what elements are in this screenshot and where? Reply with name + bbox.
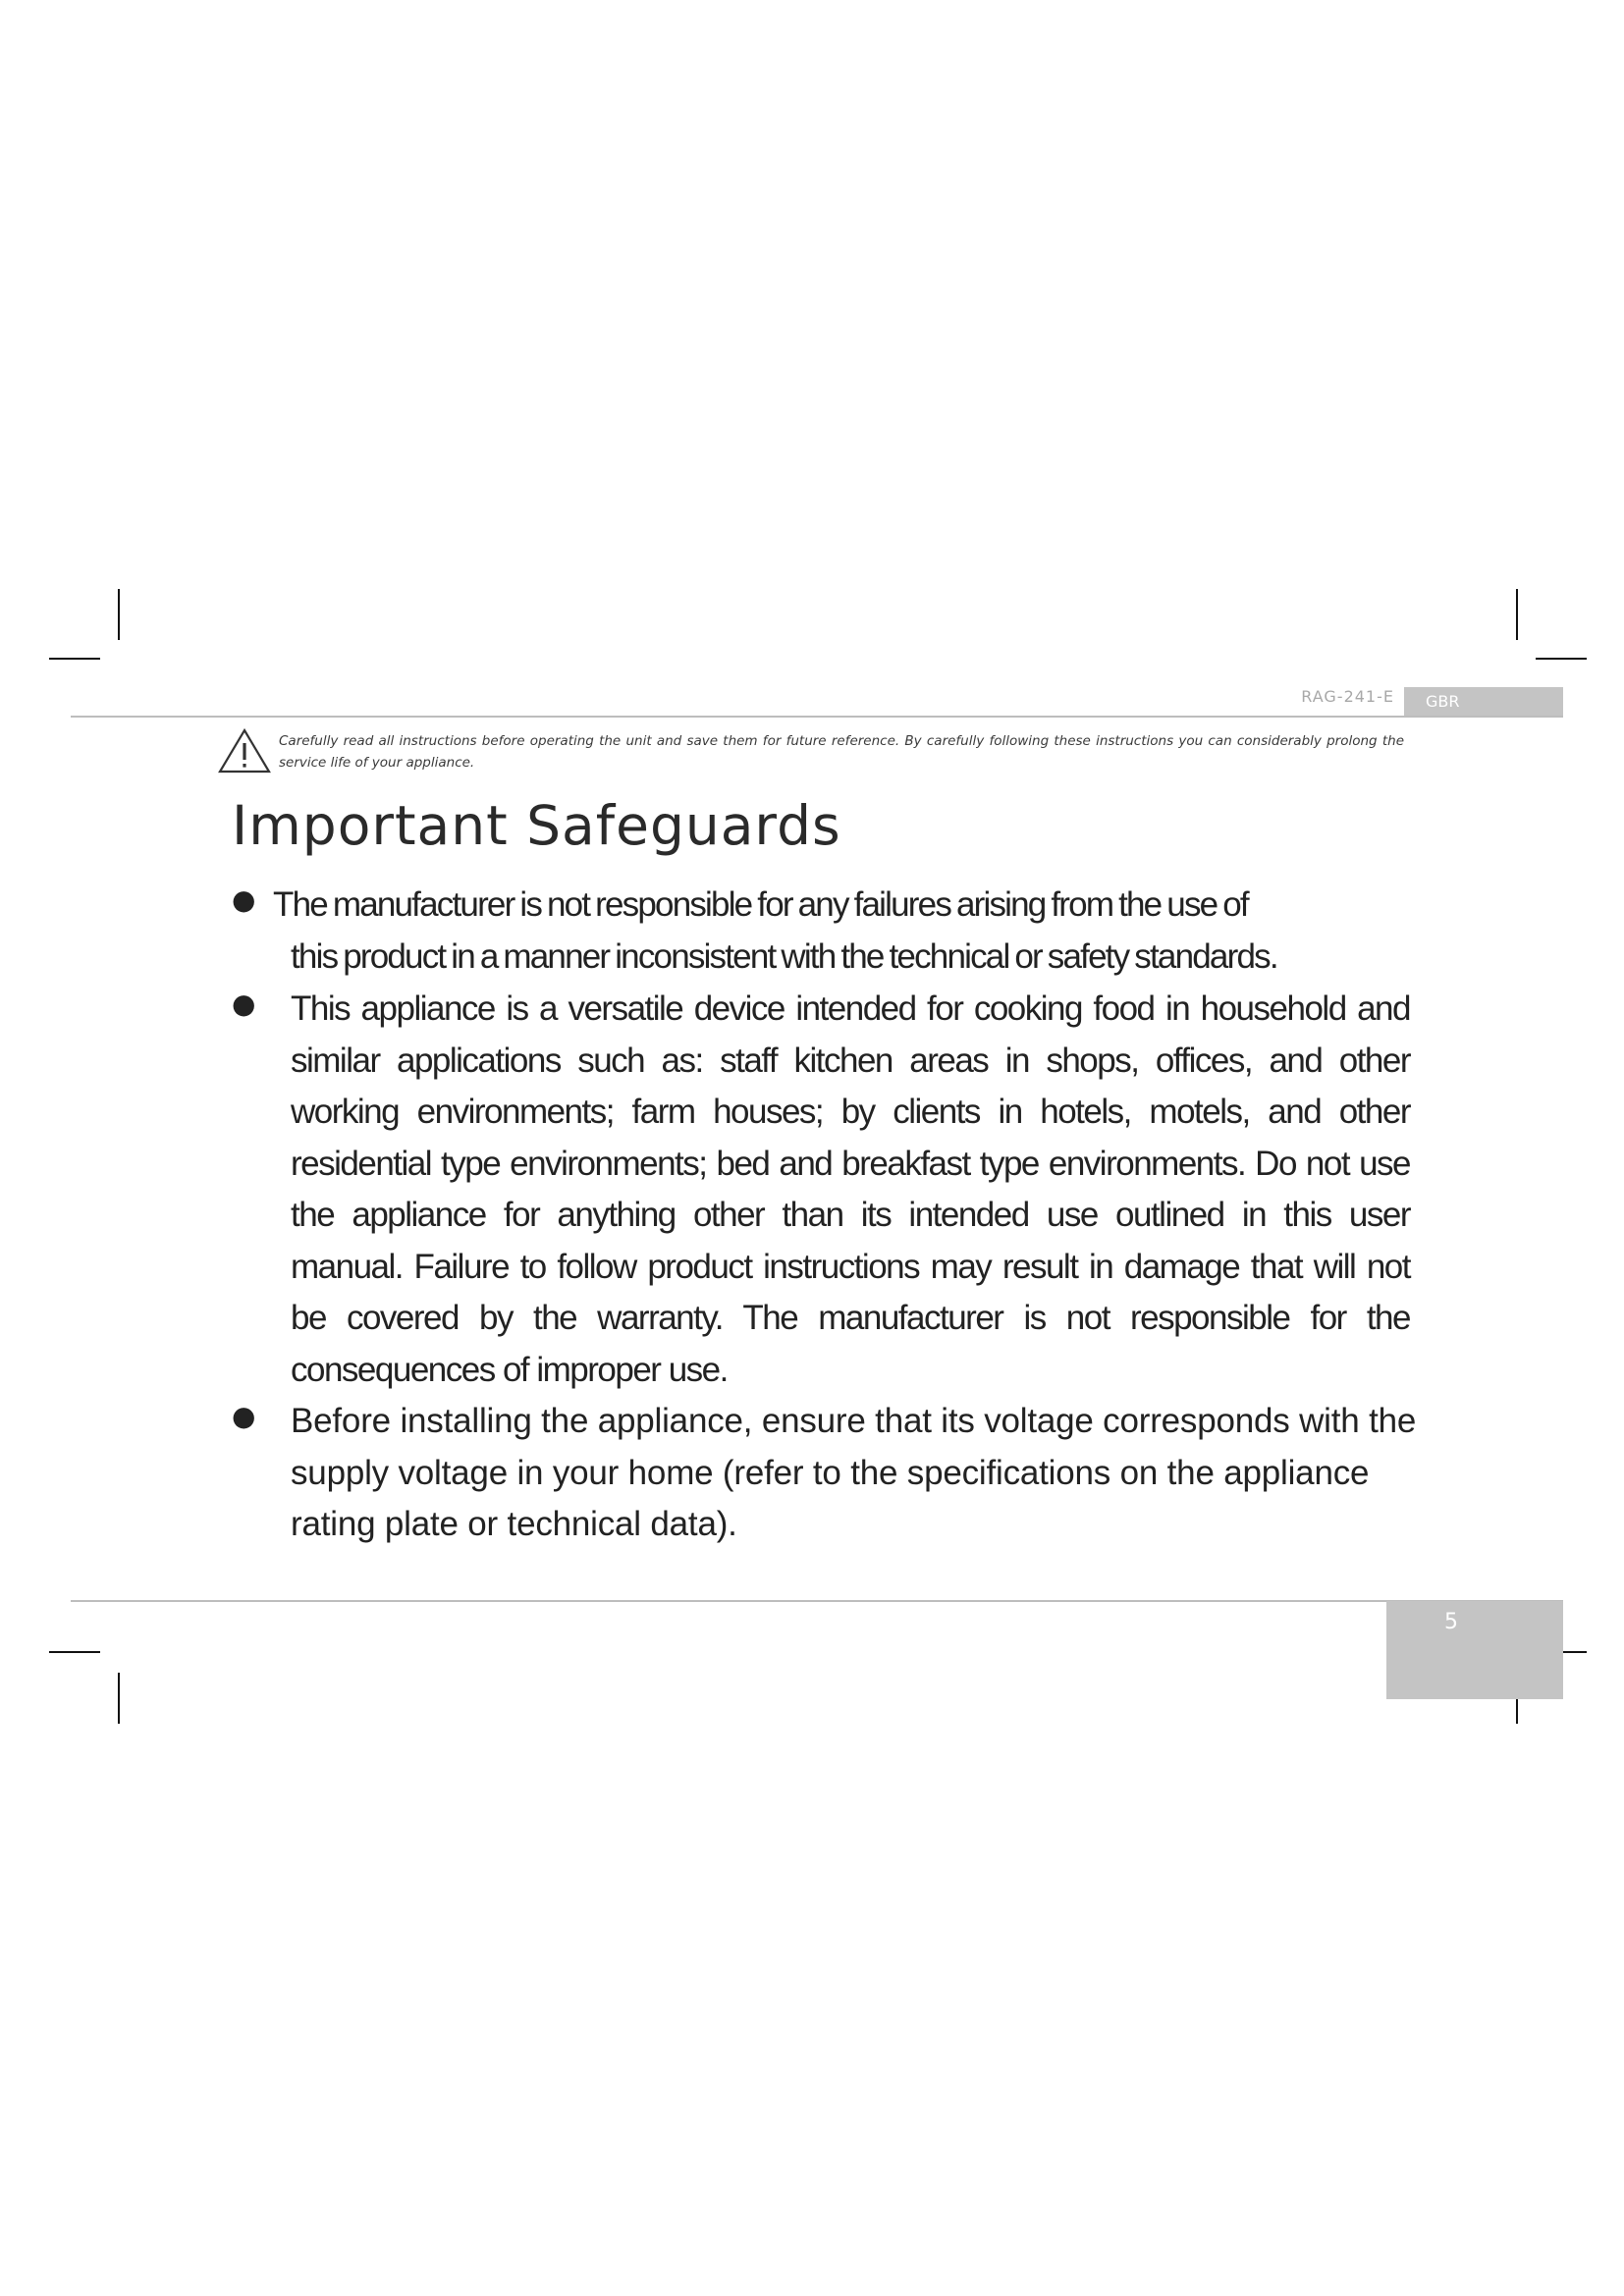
header-rule bbox=[71, 716, 1563, 718]
bullet-icon: ● bbox=[232, 988, 256, 1020]
footer-rule bbox=[71, 1600, 1563, 1602]
model-code: RAG-241-E bbox=[1301, 687, 1394, 706]
page-number: 5 bbox=[1444, 1610, 1458, 1634]
crop-mark-top-left-vertical bbox=[118, 589, 120, 640]
list-item-line: this product in a manner inconsistent with the technical or safety standards. bbox=[291, 936, 1277, 976]
list-item-line: The manufacturer is not responsible for any failures arising from the use of bbox=[273, 885, 1248, 924]
list-item-text: Before installing the appliance, ensure that its voltage corresponds with the supply voltage in your home (refer to the specifications on the appliance rating plate or technical data). bbox=[291, 1402, 1417, 1543]
page-title: Important Safeguards bbox=[232, 794, 841, 857]
list-item-text: This appliance is a versatile device intended for cooking food in household and similar applications such as: staff kitchen areas in shops, offices, and other working environments; farm houses; by clients in hotels, motels, and other residential type environments; bed and breakfast type environments. Do not use the appliance for anything other than its intended use outlined in this user manual. Failure to follow product instructions may result in damage that will not be covered by the warranty. The manufacturer is not responsible for the consequences of improper use. bbox=[291, 989, 1410, 1389]
warning-triangle-icon bbox=[218, 727, 271, 774]
bullet-icon: ● bbox=[232, 883, 256, 916]
bullet-icon: ● bbox=[232, 1400, 256, 1432]
crop-mark-bottom-left-horizontal bbox=[49, 1651, 100, 1653]
crop-mark-bottom-left-vertical bbox=[118, 1673, 120, 1724]
warning-note: Carefully read all instructions before operating the unit and save them for future reference. By carefully following these instructions you can considerably prolong the service life of your appliance. bbox=[279, 733, 1404, 771]
list-item-text bbox=[273, 880, 1414, 983]
crop-mark-top-left-horizontal bbox=[49, 658, 100, 660]
page-number-tab bbox=[1386, 1601, 1563, 1699]
crop-mark-top-right-horizontal bbox=[1536, 658, 1587, 660]
crop-mark-top-right-vertical bbox=[1516, 589, 1518, 640]
language-tab: GBR bbox=[1404, 687, 1563, 716]
